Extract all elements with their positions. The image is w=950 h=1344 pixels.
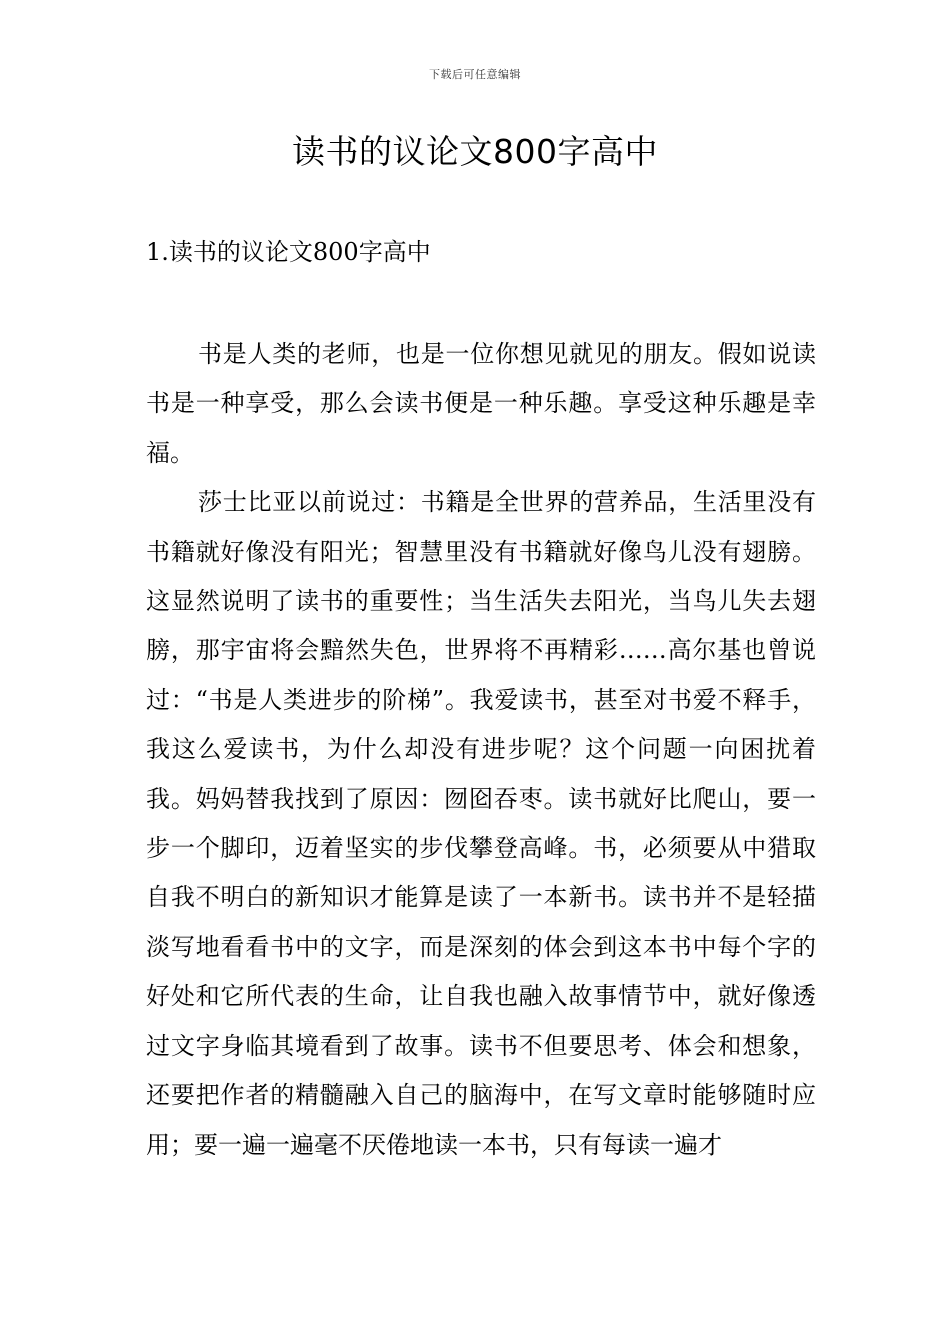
paragraph: 书是人类的老师，也是一位你想见就见的朋友。假如说读书是一种享受，那么会读书便是一种乐趣。享受这种乐趣是幸福。: [146, 340, 816, 467]
document-title: 读书的议论文800字高中: [292, 132, 658, 171]
paragraph: 莎士比亚以前说过：书籍是全世界的营养品，生活里没有书籍就好像没有阳光；智慧里没有书籍就好像鸟儿没有翅膀。这显然说明了读书的重要性；当生活失去阳光，当鸟儿失去翅膀，那宇宙将会黯然失色，世界将不再精彩……高尔基也曾说过：“书是人类进步的阶梯”。我爱读书，甚至对书爱不释手，我这么爱读书，为什么却没有进步呢？这个问题一向困扰着我。妈妈替我找到了原因：囫囵吞枣。读书就好比爬山，要一步一个脚印，迈着坚实的步伐攀登高峰。书，必须要从中猎取自我不明白的新知识才能算是读了一本新书。读书并不是轻描淡写地看看书中的文字，而是深刻的体会到这本书中每个字的好处和它所代表的生命，让自我也融入故事情节中，就好像透过文字身临其境看到了故事。读书不但要思考、体会和想象，还要把作者的精髓融入自己的脑海中，在写文章时能够随时应用；要一遍一遍毫不厌倦地读一本书，只有每读一遍才: [146, 488, 816, 1159]
header-note: 下载后可任意编辑: [429, 68, 521, 81]
section-heading: 1.读书的议论文800字高中: [146, 238, 431, 266]
document-body: [146, 330, 816, 1170]
